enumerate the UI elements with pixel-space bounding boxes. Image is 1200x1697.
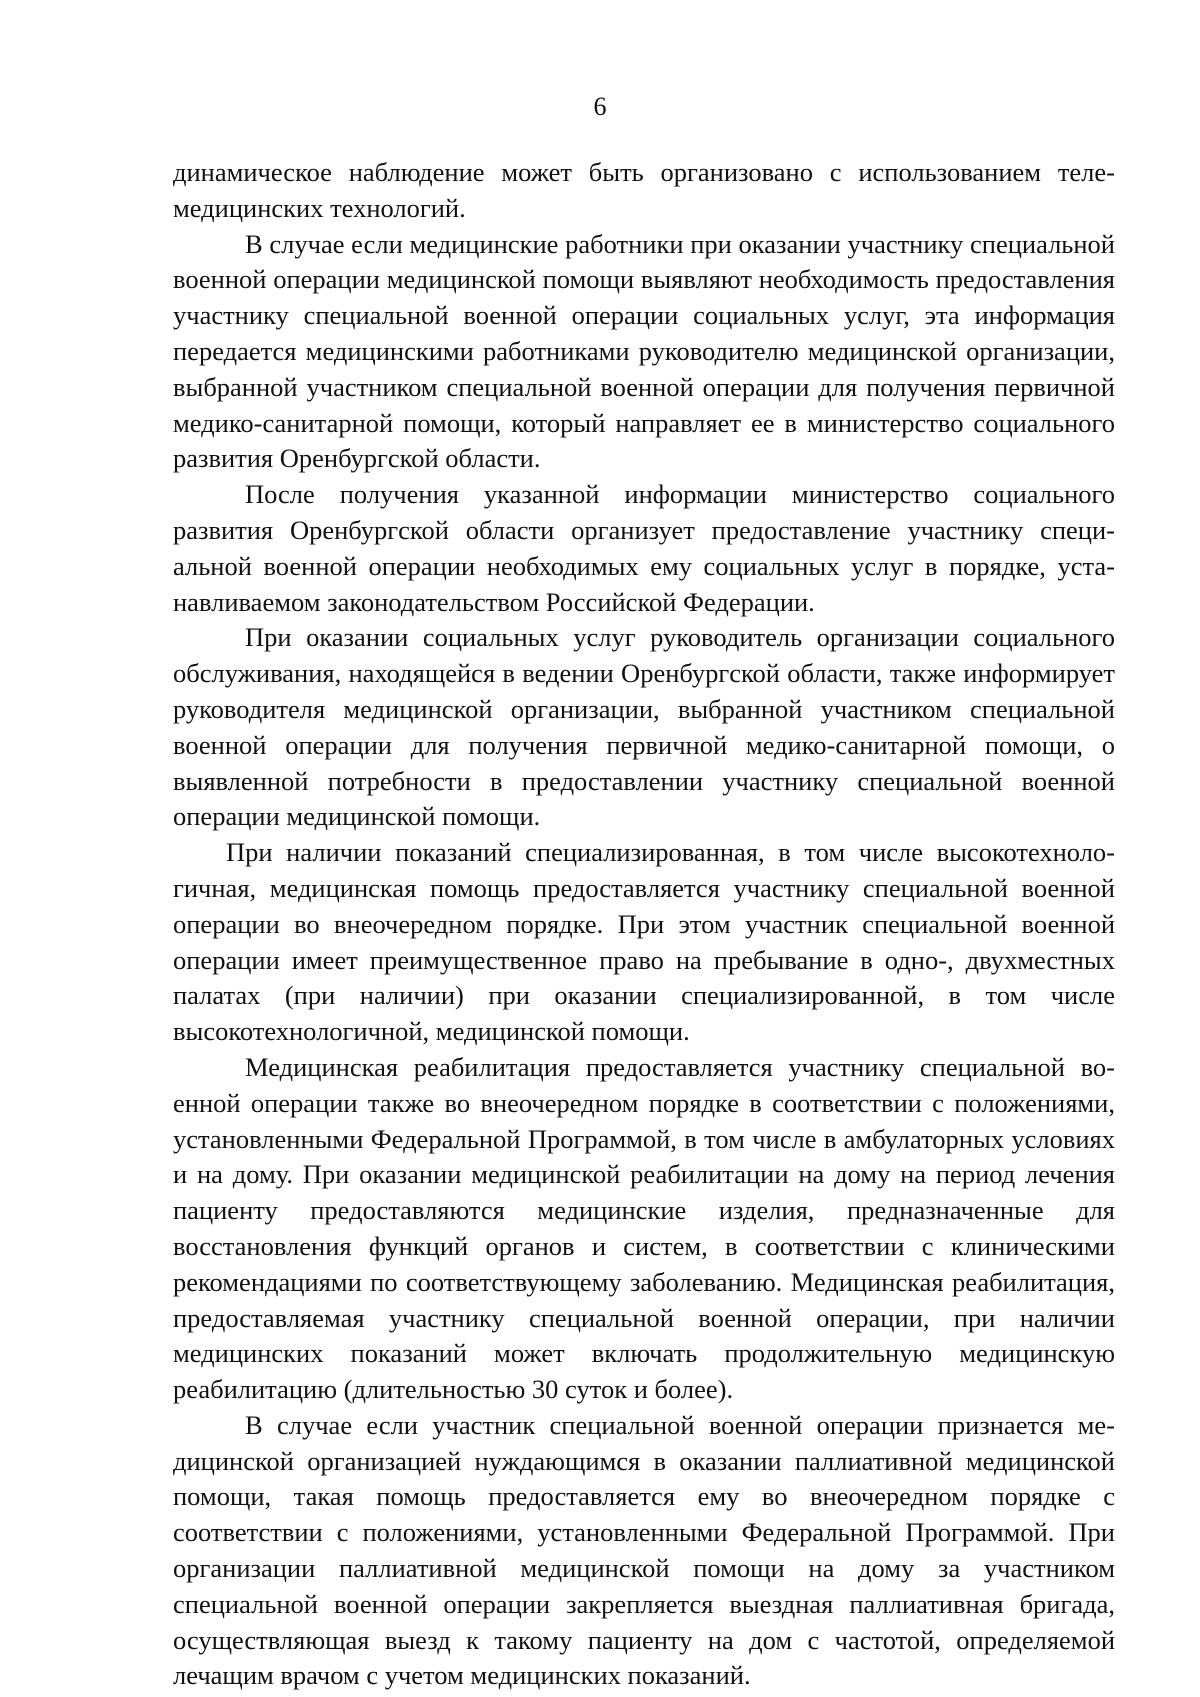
paragraph-4: При оказании социальных услуг руководитель организации социального обслуживания, находящейся в ведении Оренбургской области, также информирует руководителя медицинской организации, выбранной участником специальной военной операции для получения первичной медико-санитарной помощи, о выявленной потребности в предоставлении участнику специальной военной операции медицинской помощи.	[173, 622, 1115, 832]
paragraph-2: В случае если медицинские работники при оказании участнику специальной военной операции медицинской помощи выявляют необходимость предоставления участнику специальной военной операции социальных услуг, эта информация передается медицинскими работниками руководителю медицинской организации, выбранной участником специальной военной операции для получения первичной медико-санитарной помощи, который направляет ее в министерство социального развития Оренбургской области.	[173, 228, 1115, 474]
paragraph-3: После получения указанной информации министерство социального развития Оренбургской области организует предоставление участнику специальной военной операции необходимых ему социальных услуг в порядке, устанавливаемом законодательством Российской Федерации.	[173, 479, 1115, 617]
paragraph-7: В случае если участник специальной военной операции признается медицинской организацией нуждающимся в оказании паллиативной медицинской помощи, такая помощь предоставляется ему во внеочередном порядке с соответствии с положениями, установленными Федеральной Программой. При организации паллиативной медицинской помощи на дому за участником специальной военной операции закрепляется выездная паллиативная бригада, осуществляющая выезд к такому пациенту на дом с частотой, определяемой лечащим врачом с учетом медицинских показаний.	[173, 1409, 1115, 1691]
page-number: 6	[593, 92, 607, 121]
paragraph-5: При наличии показаний специализированная, в том числе высокотехнологичная, медицинская помощь предоставляется участнику специальной военной операции во внеочередном порядке. При этом участник специальной военной операции имеет преимущественное право на пребывание в одно-, двухместных палатах (при наличии) при оказании специализированной, в том числе высокотехнологичной, медицинской помощи.	[173, 837, 1115, 1047]
document-body	[173, 155, 1115, 1694]
paragraph-1: динамическое наблюдение может быть организовано с использованием телемедицинских технологий.	[173, 157, 1115, 223]
paragraph-6: Медицинская реабилитация предоставляется участнику специальной военной операции также во внеочередном порядке в соответствии с положениями, установленными Федеральной Программой, в том числе в амбулаторных условиях и на дому. При оказании медицинской реабилитации на дому на период лечения пациенту предоставляются медицинские изделия, предназначенные для восстановления функций органов и систем, в соответствии с клиническими рекомендациями по соответствующему заболеванию. Медицинская реабилитация, предоставляемая участнику специальной военной операции, при наличии медицинских показаний может включать продолжительную медицинскую реабилитацию (длительностью 30 суток и более).	[173, 1051, 1115, 1405]
